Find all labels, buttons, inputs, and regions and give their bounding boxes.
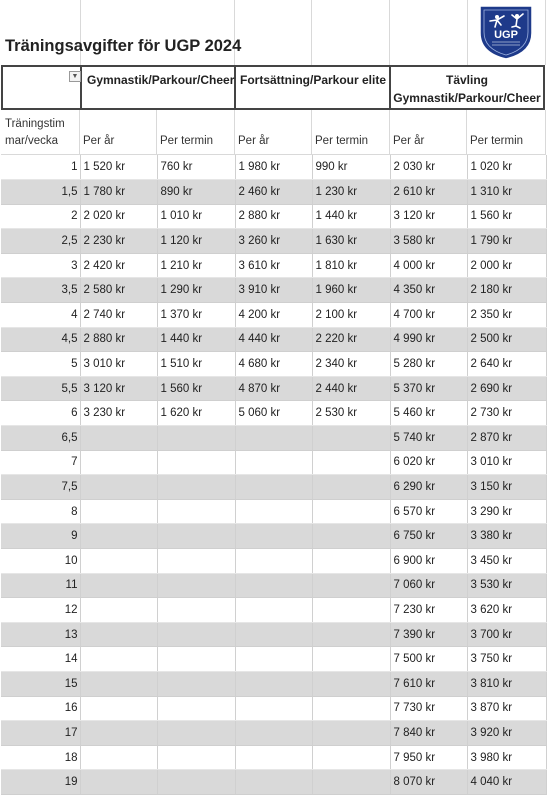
competition-year-cell[interactable]: 5 280 kr [390, 352, 467, 377]
basic-term-cell[interactable] [157, 696, 235, 721]
basic-term-cell[interactable] [157, 475, 235, 500]
competition-term-cell[interactable]: 1 310 kr [467, 180, 546, 205]
continuation-year-cell[interactable]: 4 870 kr [235, 376, 312, 401]
competition-year-cell[interactable]: 2 610 kr [390, 180, 467, 205]
continuation-year-cell[interactable] [235, 475, 312, 500]
competition-year-cell[interactable]: 3 580 kr [390, 229, 467, 254]
table-row [1, 352, 546, 377]
basic-year-cell[interactable] [80, 499, 157, 524]
table-row [1, 671, 546, 696]
chevron-down-icon: ▼ [71, 73, 79, 80]
table-row [1, 647, 546, 672]
continuation-term-cell[interactable]: 1 230 kr [312, 180, 390, 205]
continuation-term-cell[interactable] [312, 647, 390, 672]
table-row [1, 204, 546, 229]
basic-term-cell[interactable] [157, 549, 235, 574]
basic-year-cell[interactable] [80, 671, 157, 696]
competition-year-cell[interactable]: 6 750 kr [390, 524, 467, 549]
table-row [1, 721, 546, 746]
basic-term-cell[interactable]: 1 440 kr [157, 327, 235, 352]
continuation-year-cell[interactable]: 3 610 kr [235, 253, 312, 278]
competition-year-cell[interactable]: 7 390 kr [390, 622, 467, 647]
table-row [1, 327, 546, 352]
continuation-term-cell[interactable] [312, 671, 390, 696]
continuation-year-cell[interactable] [235, 622, 312, 647]
table-row [1, 229, 546, 254]
competition-year-cell[interactable]: 7 950 kr [390, 745, 467, 770]
competition-term-cell[interactable]: 1 560 kr [467, 204, 546, 229]
continuation-year-cell[interactable]: 3 260 kr [235, 229, 312, 254]
continuation-year-cell[interactable] [235, 426, 312, 451]
col-label-competition-term: Per termin [467, 110, 546, 155]
competition-year-cell[interactable]: 7 230 kr [390, 598, 467, 623]
table-row [1, 155, 546, 180]
col-label-hours-text: Träningstim mar/vecka [5, 118, 65, 147]
continuation-term-cell[interactable] [312, 770, 390, 795]
competition-term-cell[interactable]: 2 500 kr [467, 327, 546, 352]
basic-year-cell[interactable] [80, 450, 157, 475]
continuation-year-cell[interactable]: 5 060 kr [235, 401, 312, 426]
continuation-term-cell[interactable] [312, 745, 390, 770]
continuation-year-cell[interactable] [235, 671, 312, 696]
table-row [1, 401, 546, 426]
competition-year-cell[interactable]: 4 000 kr [390, 253, 467, 278]
table-row [1, 426, 546, 451]
continuation-year-cell[interactable] [235, 721, 312, 746]
table-row [1, 278, 546, 303]
continuation-term-cell[interactable]: 1 630 kr [312, 229, 390, 254]
table-row [1, 573, 546, 598]
basic-term-cell[interactable] [157, 647, 235, 672]
basic-year-cell[interactable]: 3 120 kr [80, 376, 157, 401]
continuation-term-cell[interactable] [312, 524, 390, 549]
competition-year-cell[interactable]: 2 030 kr [390, 155, 467, 180]
hours-cell[interactable]: 4 [1, 303, 80, 328]
hours-cell[interactable]: 17 [1, 721, 80, 746]
hours-cell[interactable]: 7,5 [1, 475, 80, 500]
competition-year-cell[interactable]: 5 460 kr [390, 401, 467, 426]
hours-cell[interactable]: 12 [1, 598, 80, 623]
continuation-term-cell[interactable] [312, 475, 390, 500]
competition-year-cell[interactable]: 6 900 kr [390, 549, 467, 574]
basic-term-cell[interactable] [157, 721, 235, 746]
continuation-year-cell[interactable] [235, 696, 312, 721]
basic-term-cell[interactable]: 1 120 kr [157, 229, 235, 254]
hours-cell[interactable]: 2 [1, 204, 80, 229]
title-area [0, 0, 547, 65]
continuation-year-cell[interactable] [235, 770, 312, 795]
continuation-term-cell[interactable]: 2 530 kr [312, 401, 390, 426]
table-row [1, 450, 546, 475]
continuation-year-cell[interactable] [235, 450, 312, 475]
col-label-continuation-year: Per år [235, 110, 312, 155]
basic-term-cell[interactable]: 1 560 kr [157, 376, 235, 401]
continuation-year-cell[interactable] [235, 524, 312, 549]
continuation-year-cell[interactable]: 1 980 kr [235, 155, 312, 180]
competition-year-cell[interactable]: 5 740 kr [390, 426, 467, 451]
header-group-competition [391, 67, 543, 108]
hours-cell[interactable]: 11 [1, 573, 80, 598]
continuation-term-cell[interactable]: 1 440 kr [312, 204, 390, 229]
competition-year-cell[interactable]: 6 570 kr [390, 499, 467, 524]
basic-year-cell[interactable]: 2 420 kr [80, 253, 157, 278]
table-row [1, 524, 546, 549]
competition-term-cell[interactable]: 2 730 kr [467, 401, 546, 426]
continuation-year-cell[interactable] [235, 598, 312, 623]
competition-year-cell[interactable]: 5 370 kr [390, 376, 467, 401]
basic-year-cell[interactable] [80, 647, 157, 672]
continuation-term-cell[interactable] [312, 549, 390, 574]
basic-year-cell[interactable]: 3 010 kr [80, 352, 157, 377]
basic-term-cell[interactable] [157, 450, 235, 475]
competition-term-cell[interactable]: 3 870 kr [467, 696, 546, 721]
table-row [1, 770, 546, 795]
col-label-continuation-term: Per termin [312, 110, 390, 155]
basic-year-cell[interactable]: 2 020 kr [80, 204, 157, 229]
continuation-year-cell[interactable]: 4 680 kr [235, 352, 312, 377]
hours-cell[interactable]: 1,5 [1, 180, 80, 205]
competition-term-cell[interactable]: 3 750 kr [467, 647, 546, 672]
col-label-basic-term: Per termin [157, 110, 235, 155]
continuation-term-cell[interactable] [312, 450, 390, 475]
continuation-term-cell[interactable] [312, 426, 390, 451]
table-row [1, 475, 546, 500]
continuation-term-cell[interactable]: 2 340 kr [312, 352, 390, 377]
basic-year-cell[interactable] [80, 426, 157, 451]
basic-term-cell[interactable] [157, 524, 235, 549]
continuation-year-cell[interactable]: 4 200 kr [235, 303, 312, 328]
continuation-term-cell[interactable] [312, 573, 390, 598]
logo-text: UGP [494, 29, 518, 41]
ugp-logo [476, 3, 536, 61]
basic-year-cell[interactable] [80, 524, 157, 549]
continuation-year-cell[interactable]: 2 460 kr [235, 180, 312, 205]
basic-term-cell[interactable] [157, 598, 235, 623]
hours-cell[interactable]: 5,5 [1, 376, 80, 401]
competition-year-cell[interactable]: 4 990 kr [390, 327, 467, 352]
hours-cell[interactable]: 6 [1, 401, 80, 426]
competition-year-cell[interactable]: 6 020 kr [390, 450, 467, 475]
basic-year-cell[interactable]: 1 780 kr [80, 180, 157, 205]
competition-term-cell[interactable]: 1 790 kr [467, 229, 546, 254]
basic-year-cell[interactable] [80, 573, 157, 598]
basic-term-cell[interactable] [157, 770, 235, 795]
basic-term-cell[interactable] [157, 499, 235, 524]
table-row [1, 303, 546, 328]
competition-year-cell[interactable]: 4 350 kr [390, 278, 467, 303]
basic-year-cell[interactable] [80, 549, 157, 574]
continuation-year-cell[interactable] [235, 573, 312, 598]
table-row [1, 180, 546, 205]
hours-cell[interactable]: 4,5 [1, 327, 80, 352]
continuation-term-cell[interactable] [312, 622, 390, 647]
competition-term-cell[interactable]: 2 350 kr [467, 303, 546, 328]
hours-cell[interactable]: 6,5 [1, 426, 80, 451]
competition-term-cell[interactable]: 3 450 kr [467, 549, 546, 574]
basic-year-cell[interactable] [80, 475, 157, 500]
table-row [1, 622, 546, 647]
header-group-label: Tävling [445, 73, 488, 87]
header-group-continuation [236, 67, 391, 108]
competition-term-cell[interactable]: 3 530 kr [467, 573, 546, 598]
continuation-term-cell[interactable] [312, 696, 390, 721]
continuation-term-cell[interactable] [312, 598, 390, 623]
basic-year-cell[interactable] [80, 721, 157, 746]
basic-term-cell[interactable] [157, 573, 235, 598]
competition-year-cell[interactable]: 7 840 kr [390, 721, 467, 746]
basic-term-cell[interactable]: 890 kr [157, 180, 235, 205]
continuation-year-cell[interactable] [235, 499, 312, 524]
competition-term-cell[interactable]: 3 810 kr [467, 671, 546, 696]
continuation-year-cell[interactable] [235, 745, 312, 770]
continuation-term-cell[interactable]: 1 810 kr [312, 253, 390, 278]
header-group-label: Fortsättning/Parkour elite [240, 73, 387, 87]
filter-dropdown-button[interactable] [69, 71, 81, 82]
competition-term-cell[interactable]: 3 150 kr [467, 475, 546, 500]
hours-cell[interactable]: 8 [1, 499, 80, 524]
basic-term-cell[interactable]: 1 210 kr [157, 253, 235, 278]
basic-year-cell[interactable] [80, 696, 157, 721]
continuation-term-cell[interactable]: 1 960 kr [312, 278, 390, 303]
basic-term-cell[interactable]: 1 370 kr [157, 303, 235, 328]
table-row [1, 745, 546, 770]
hours-cell[interactable]: 1 [1, 155, 80, 180]
hours-cell[interactable]: 9 [1, 524, 80, 549]
column-labels-row [1, 110, 546, 155]
competition-term-cell[interactable]: 3 700 kr [467, 622, 546, 647]
competition-term-cell[interactable]: 2 000 kr [467, 253, 546, 278]
page-title: Träningsavgifter för UGP 2024 [5, 37, 242, 55]
continuation-term-cell[interactable]: 2 440 kr [312, 376, 390, 401]
competition-year-cell[interactable]: 7 730 kr [390, 696, 467, 721]
col-label-basic-year: Per år [80, 110, 157, 155]
competition-term-cell[interactable]: 2 690 kr [467, 376, 546, 401]
competition-term-cell[interactable]: 3 290 kr [467, 499, 546, 524]
basic-year-cell[interactable] [80, 598, 157, 623]
hours-cell[interactable]: 3,5 [1, 278, 80, 303]
competition-year-cell[interactable]: 4 700 kr [390, 303, 467, 328]
hours-cell[interactable]: 14 [1, 647, 80, 672]
competition-term-cell[interactable]: 2 870 kr [467, 426, 546, 451]
basic-year-cell[interactable]: 2 580 kr [80, 278, 157, 303]
basic-term-cell[interactable]: 760 kr [157, 155, 235, 180]
basic-year-cell[interactable] [80, 770, 157, 795]
basic-year-cell[interactable]: 2 740 kr [80, 303, 157, 328]
hours-cell[interactable]: 19 [1, 770, 80, 795]
basic-year-cell[interactable]: 3 230 kr [80, 401, 157, 426]
basic-year-cell[interactable]: 2 230 kr [80, 229, 157, 254]
continuation-year-cell[interactable] [235, 647, 312, 672]
basic-term-cell[interactable]: 1 510 kr [157, 352, 235, 377]
competition-term-cell[interactable]: 3 380 kr [467, 524, 546, 549]
competition-term-cell[interactable]: 3 920 kr [467, 721, 546, 746]
table-row [1, 499, 546, 524]
table-row [1, 253, 546, 278]
continuation-year-cell[interactable]: 3 910 kr [235, 278, 312, 303]
hours-cell[interactable]: 2,5 [1, 229, 80, 254]
continuation-term-cell[interactable]: 2 220 kr [312, 327, 390, 352]
basic-term-cell[interactable] [157, 622, 235, 647]
column-group-header [1, 65, 545, 110]
table-row [1, 549, 546, 574]
continuation-year-cell[interactable]: 4 440 kr [235, 327, 312, 352]
competition-year-cell[interactable]: 7 060 kr [390, 573, 467, 598]
header-group-label: Gymnastik/Parkour/Cheer [87, 73, 235, 87]
hours-cell[interactable]: 13 [1, 622, 80, 647]
competition-term-cell[interactable]: 1 020 kr [467, 155, 546, 180]
competition-term-cell[interactable]: 2 180 kr [467, 278, 546, 303]
fee-table-body [1, 155, 546, 794]
basic-term-cell[interactable]: 1 620 kr [157, 401, 235, 426]
basic-year-cell[interactable]: 1 520 kr [80, 155, 157, 180]
table-row [1, 376, 546, 401]
header-group-basic [82, 67, 236, 108]
hours-cell[interactable]: 3 [1, 253, 80, 278]
col-label-competition-year: Per år [390, 110, 467, 155]
basic-year-cell[interactable]: 2 880 kr [80, 327, 157, 352]
basic-term-cell[interactable]: 1 290 kr [157, 278, 235, 303]
competition-year-cell[interactable]: 6 290 kr [390, 475, 467, 500]
hours-cell[interactable]: 7 [1, 450, 80, 475]
continuation-year-cell[interactable] [235, 549, 312, 574]
hours-cell[interactable]: 5 [1, 352, 80, 377]
competition-year-cell[interactable]: 7 610 kr [390, 671, 467, 696]
competition-term-cell[interactable]: 4 040 kr [467, 770, 546, 795]
competition-year-cell[interactable]: 3 120 kr [390, 204, 467, 229]
fee-table [1, 155, 547, 795]
hours-cell[interactable]: 18 [1, 745, 80, 770]
basic-year-cell[interactable] [80, 745, 157, 770]
continuation-term-cell[interactable] [312, 721, 390, 746]
hours-cell[interactable]: 10 [1, 549, 80, 574]
basic-year-cell[interactable] [80, 622, 157, 647]
continuation-term-cell[interactable] [312, 499, 390, 524]
continuation-year-cell[interactable]: 2 880 kr [235, 204, 312, 229]
continuation-term-cell[interactable]: 990 kr [312, 155, 390, 180]
competition-year-cell[interactable]: 7 500 kr [390, 647, 467, 672]
basic-term-cell[interactable] [157, 671, 235, 696]
basic-term-cell[interactable] [157, 745, 235, 770]
competition-term-cell[interactable]: 3 980 kr [467, 745, 546, 770]
competition-term-cell[interactable]: 2 640 kr [467, 352, 546, 377]
continuation-term-cell[interactable]: 2 100 kr [312, 303, 390, 328]
competition-term-cell[interactable]: 3 010 kr [467, 450, 546, 475]
header-group-sublabel: Gymnastik/Parkour/Cheer [393, 91, 541, 105]
competition-year-cell[interactable]: 8 070 kr [390, 770, 467, 795]
competition-term-cell[interactable]: 3 620 kr [467, 598, 546, 623]
hours-cell[interactable]: 16 [1, 696, 80, 721]
table-row [1, 696, 546, 721]
basic-term-cell[interactable]: 1 010 kr [157, 204, 235, 229]
hours-cell[interactable]: 15 [1, 671, 80, 696]
col-label-hours [1, 110, 80, 155]
table-row [1, 598, 546, 623]
header-hours-cell [3, 67, 82, 108]
basic-term-cell[interactable] [157, 426, 235, 451]
